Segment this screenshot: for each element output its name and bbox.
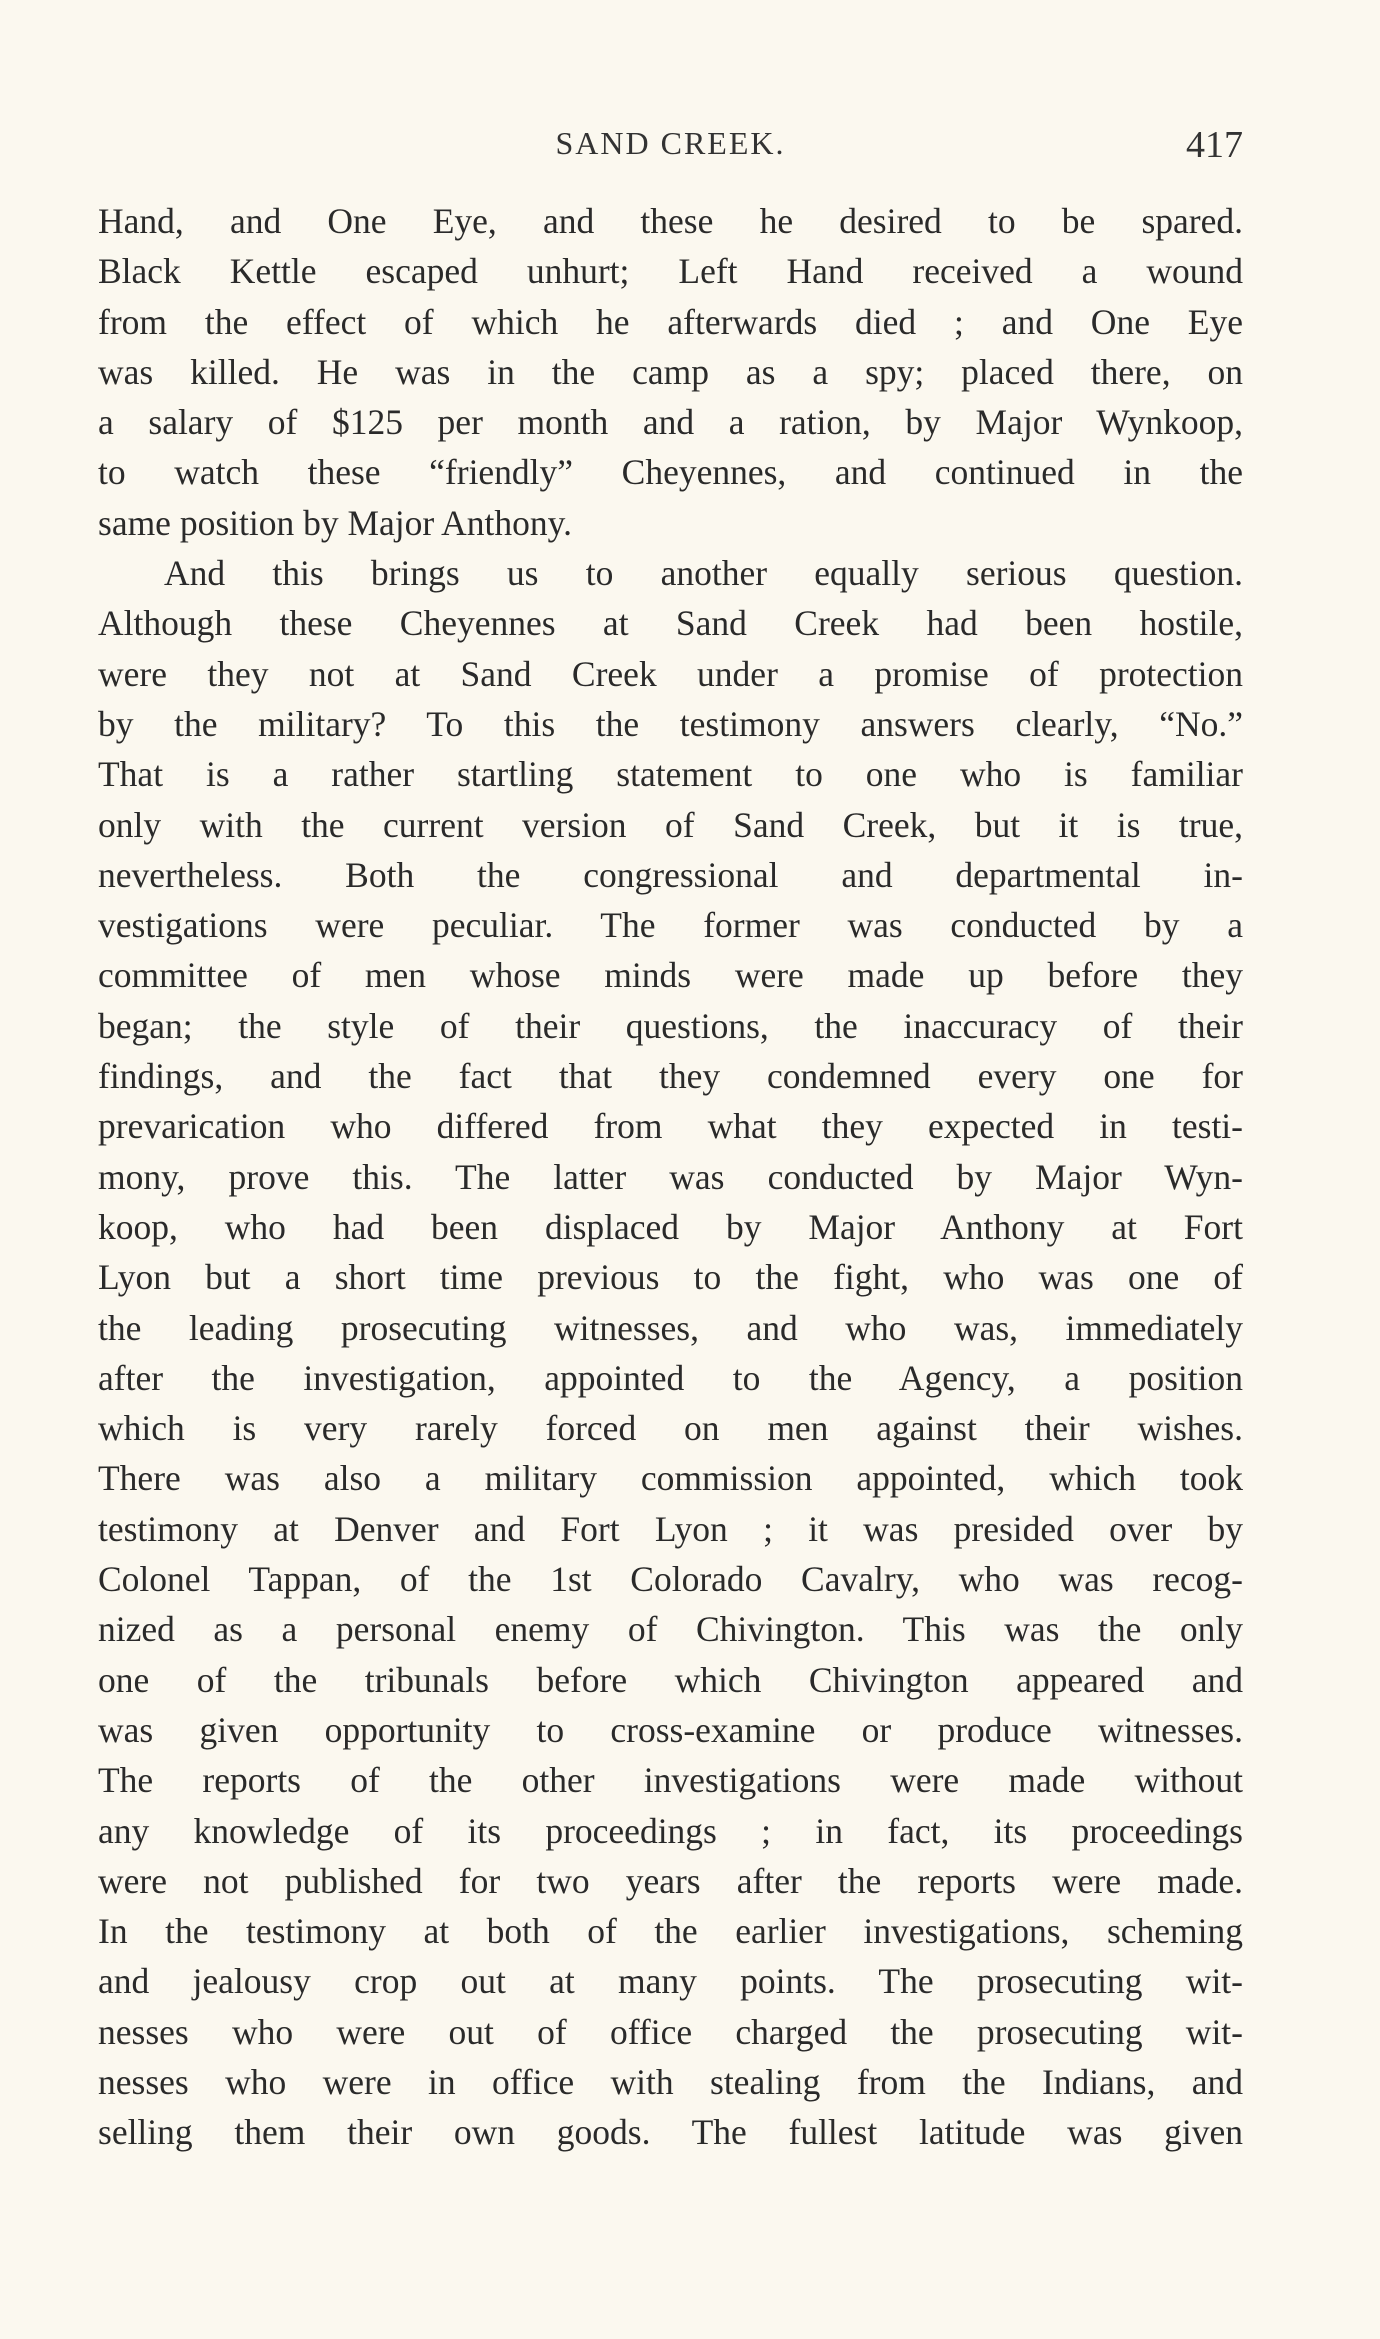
body-text bbox=[98, 196, 1243, 2158]
text-line: a salary of $125 per month and a ration, by Major Wynkoop, bbox=[98, 402, 1243, 443]
text-line: In the testimony at both of the earlier investigations, scheming bbox=[98, 1911, 1243, 1952]
text-line: began; the style of their questions, the inaccuracy of their bbox=[98, 1005, 1243, 1046]
text-line: same position by Major Anthony. bbox=[98, 502, 572, 543]
text-line: findings, and the fact that they condemned every one for bbox=[98, 1056, 1243, 1097]
text-line: vestigations were peculiar. The former was conducted by a bbox=[98, 905, 1243, 946]
paragraph bbox=[98, 548, 1243, 2158]
text-line: Although these Cheyennes at Sand Creek had been hostile, bbox=[98, 603, 1243, 644]
text-line: which is very rarely forced on men against their wishes. bbox=[98, 1408, 1243, 1449]
text-line: nized as a personal enemy of Chivington. This was the only bbox=[98, 1609, 1243, 1650]
text-line: the leading prosecuting witnesses, and who was, immediately bbox=[98, 1307, 1243, 1348]
running-title: SAND CREEK. bbox=[555, 125, 786, 161]
text-line: only with the current version of Sand Creek, but it is true, bbox=[98, 804, 1243, 845]
text-line: were not published for two years after the reports were made. bbox=[98, 1860, 1243, 1901]
text-line: prevarication who differed from what they expected in testi- bbox=[98, 1106, 1243, 1147]
text-line: nesses who were in office with stealing from the Indians, and bbox=[98, 2061, 1243, 2102]
text-line: The reports of the other investigations were made without bbox=[98, 1760, 1243, 1801]
text-line: from the effect of which he afterwards died ; and One Eye bbox=[98, 301, 1243, 342]
text-line: koop, who had been displaced by Major Anthony at Fort bbox=[98, 1206, 1243, 1247]
text-line: Colonel Tappan, of the 1st Colorado Cavalry, who was recog- bbox=[98, 1559, 1243, 1600]
text-line: There was also a military commission appointed, which took bbox=[98, 1458, 1243, 1499]
running-head bbox=[98, 118, 1243, 168]
text-line: selling them their own goods. The fullest latitude was given bbox=[98, 2112, 1243, 2153]
text-line: after the investigation, appointed to the Agency, a position bbox=[98, 1357, 1243, 1398]
text-line: And this brings us to another equally serious question. bbox=[164, 553, 1243, 594]
text-line: was killed. He was in the camp as a spy; placed there, on bbox=[98, 351, 1243, 392]
text-line: nesses who were out of office charged the prosecuting wit- bbox=[98, 2011, 1243, 2052]
page-number: 417 bbox=[1186, 124, 1243, 166]
text-line: Black Kettle escaped unhurt; Left Hand received a wound bbox=[98, 251, 1243, 292]
text-line: and jealousy crop out at many points. The prosecuting wit- bbox=[98, 1961, 1243, 2002]
text-line: were they not at Sand Creek under a promise of protection bbox=[98, 653, 1243, 694]
text-line: nevertheless. Both the congressional and departmental in- bbox=[98, 854, 1243, 895]
text-line: testimony at Denver and Fort Lyon ; it was presided over by bbox=[98, 1508, 1243, 1549]
text-line: one of the tribunals before which Chivington appeared and bbox=[98, 1659, 1243, 1700]
text-line: by the military? To this the testimony answers clearly, “No.” bbox=[98, 703, 1243, 744]
text-line: was given opportunity to cross-examine or produce witnesses. bbox=[98, 1709, 1243, 1750]
text-line: mony, prove this. The latter was conducted by Major Wyn- bbox=[98, 1156, 1243, 1197]
text-line: to watch these “friendly” Cheyennes, and continued in the bbox=[98, 452, 1243, 493]
paragraph bbox=[98, 196, 1243, 548]
text-line: Lyon but a short time previous to the fight, who was one of bbox=[98, 1257, 1243, 1298]
text-line: committee of men whose minds were made up before they bbox=[98, 955, 1243, 996]
text-line: Hand, and One Eye, and these he desired to be spared. bbox=[98, 201, 1243, 241]
text-line: That is a rather startling statement to one who is familiar bbox=[98, 754, 1243, 795]
text-line: any knowledge of its proceedings ; in fact, its proceedings bbox=[98, 1810, 1243, 1851]
